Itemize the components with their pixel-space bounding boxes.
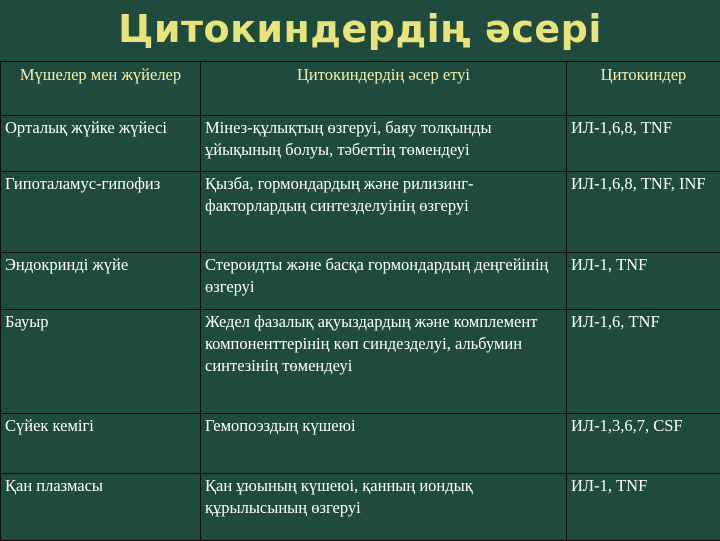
table-row — [1, 116, 720, 172]
row-effect: Қан ұюының күшеюі, қанның иондық құрылысының өзгеруі — [201, 474, 567, 541]
row-cytokines: ИЛ-1,6,8, TNF, INF — [567, 172, 720, 253]
cytokine-effects-table — [0, 61, 720, 541]
row-cytokines: ИЛ-1, TNF — [567, 253, 720, 310]
row-cytokines: ИЛ-1,6,8, TNF — [567, 116, 720, 172]
table-row — [1, 474, 720, 541]
header-cytokines: Цитокиндер — [567, 62, 720, 116]
slide-title: Цитокиндердің әсері — [0, 4, 720, 54]
row-effect: Гемопоэздың күшеюі — [201, 414, 567, 474]
header-organs: Мүшелер мен жүйелер — [1, 62, 201, 116]
row-organ: Эндокринді жүйе — [1, 253, 201, 310]
row-organ: Қан плазмасы — [1, 474, 201, 541]
row-effect: Қызба, гормондардың және рилизинг-факторлардың синтезделуінің өзгеруі — [201, 172, 567, 253]
row-organ: Сүйек кемігі — [1, 414, 201, 474]
header-effects: Цитокиндердің әсер етуі — [201, 62, 567, 116]
table-row — [1, 310, 720, 414]
row-organ: Бауыр — [1, 310, 201, 414]
row-cytokines: ИЛ-1, TNF — [567, 474, 720, 541]
table-header-row — [1, 62, 720, 116]
row-effect: Стероидты және басқа гормондардың деңгейінің өзгеруі — [201, 253, 567, 310]
table-row — [1, 253, 720, 310]
row-effect: Мінез-құлықтың өзгеруі, баяу толқынды ұйықының болуы, тәбеттің төмендеуі — [201, 116, 567, 172]
table-row — [1, 172, 720, 253]
row-organ: Гипоталамус-гипофиз — [1, 172, 201, 253]
row-cytokines: ИЛ-1,3,6,7, CSF — [567, 414, 720, 474]
row-cytokines: ИЛ-1,6, TNF — [567, 310, 720, 414]
row-organ: Орталық жүйке жүйесі — [1, 116, 201, 172]
table-row — [1, 414, 720, 474]
row-effect: Жедел фазалық ақуыздардың және комплемент компоненттерінің көп синдезделуі, альбумин синтезінің төмендеуі — [201, 310, 567, 414]
